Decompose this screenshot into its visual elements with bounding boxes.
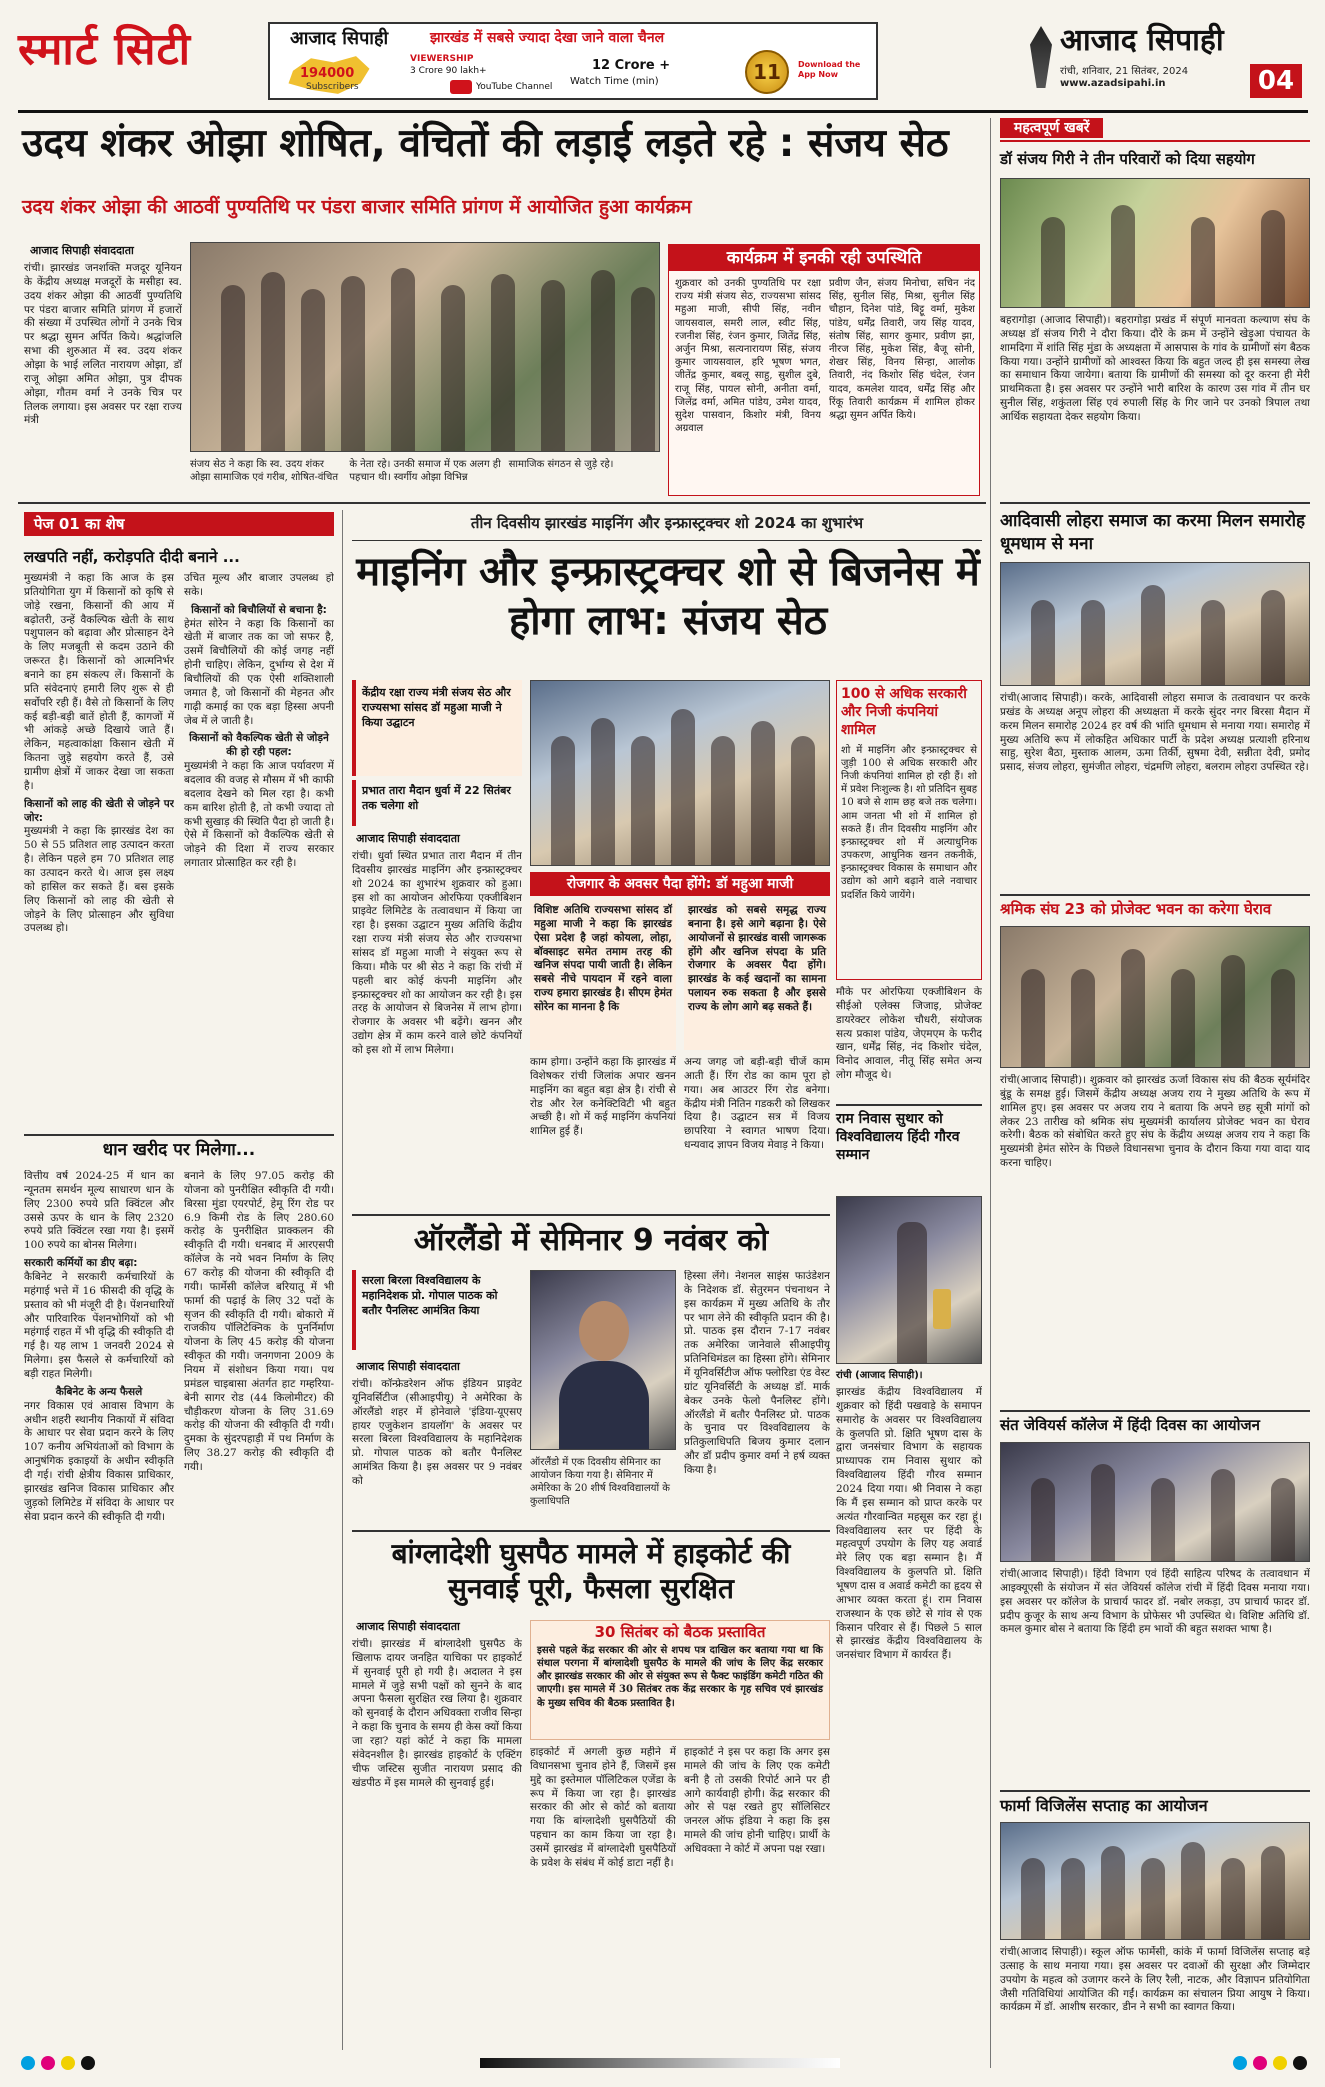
- left-story-1-headline: लखपति नहीं, करोड़पति दीदी बनाने ...: [24, 548, 240, 566]
- right-rule-4: [1000, 1790, 1310, 1792]
- important-news-tag: महत्वपूर्ण खबरें: [1000, 120, 1310, 142]
- companies-box-body: शो में माइनिंग और इन्फ्रास्ट्रक्चर से जुड़ी 100 से अधिक सरकारी और निजी कंपनियां शामिल हो रही हैं। शो में प्रवेश निःशुल्क है। शो प्रतिदिन सुबह 10 बजे से शाम छह बजे तक चलेगा। आम जनता भी शो में शामिल हो सकते हैं। तीन दिवसीय माइनिंग और इन्फ्रास्ट्रक्चर शो में अत्याधुनिक उपकरण, आधुनिक खनन तकनीकें, इन्फ्रास्ट्रक्चर विकास के समाधान और उद्योग को आगे बढ़ाने वाले नवाचार प्रदर्शित किये जायेंगे।: [841, 744, 977, 901]
- right-rule-2: [1000, 894, 1310, 896]
- advert-download: Download the App Now: [798, 60, 861, 80]
- attendance-box: [668, 244, 980, 496]
- page-number-badge: [1250, 64, 1302, 98]
- mining-body-3: काम होगा। उन्होंने कहा कि झारखंड में विशेषकर रांची जिलांक अपार खनन माइनिंग का बहुत बड़ा क्षेत्र है। रांची से रोड और रेल कनेक्टिविटी भी बहुत अच्छी है। शो में कई माइनिंग कंपनियां शामिल हुई हैं।: [530, 1056, 676, 1138]
- pen-nib-icon: [1030, 26, 1052, 88]
- right-story-2-headline: आदिवासी लोहरा समाज का करमा मिलन समारोह धूमधाम से मना: [1000, 511, 1306, 554]
- right-story-3-headline: श्रमिक संघ 23 को प्रोजेक्ट भवन का करेगा घेराव: [1000, 900, 1272, 918]
- advert-count: 194000: [300, 66, 355, 81]
- right-rule-3: [1000, 1410, 1310, 1412]
- right-story-4-photo: [1000, 1442, 1310, 1562]
- right-story-2-photo: [1000, 562, 1310, 686]
- mining-body-4: अन्य जगह जो बड़ी-बड़ी चीजें काम आती हैं। रिंग रोड का काम पूरा हो गया। अब आउटर रिंग रोड बनेगा। केंद्रीय मंत्री नितिन गडकरी को लिखकर दिया है। उद्घाटन सत्र में विजय छापरिया ने स्वागत भाषण दिया। धन्यवाद ज्ञापन विजय मेवाड़ ने किया।: [684, 1056, 830, 1152]
- left-story-1-subhead: किसानों को लाह की खेती से जोड़ने पर जोर:: [24, 797, 174, 824]
- mining-kicker: तीन दिवसीय झारखंड माइनिंग और इन्फ्रास्ट्रक्चर शो 2024 का शुभारंभ: [470, 514, 864, 532]
- mining-headline: माइनिंग और इन्फ्रास्ट्रक्चर शो से बिजनेस में होगा लाभ: संजय सेठ: [356, 549, 980, 644]
- right-story-5-headline: फार्मा विजिलेंस सप्ताह का आयोजन: [1000, 1796, 1208, 1815]
- advert-youtube: YouTube Channel: [476, 82, 553, 92]
- mining-pull-quote-2: प्रभात तारा मैदान धुर्वा में 22 सितंबर तक चलेगा शो: [352, 780, 522, 826]
- masthead-rule: [18, 110, 1308, 113]
- trophy-icon: [933, 1289, 951, 1329]
- lead-byline: आजाद सिपाही संवाददाता: [30, 244, 134, 257]
- mining-body-5: मौके पर ओरफिया एक्जीबिशन के सीईओ एलेक्स जिजाइ, प्रोजेक्ट डायरेक्टर लोकेश चौधरी, संयोजक सत्य प्रकाश पांडेय, जेएमएम के फरीद खान, धर्मेंद्र सिंह, नंद किशोर चंदेल, विनोद आवाल, नीतू सिंह समेत अन्य लोग मौजूद थे।: [836, 986, 982, 1082]
- nameplate: [1060, 22, 1310, 98]
- left-column-divider: [342, 510, 343, 2050]
- lead-photo-caption: संजय सेठ ने कहा कि स्व. उदय शंकर ओझा सामाजिक एवं गरीब, शोषित-वंचित के नेता रहे। उनकी समाज में एक अलग ही पहचान थी। स्वर्गीय ओझा विभिन्न सामाजिक संगठन से जुड़े रहे।: [190, 459, 614, 483]
- advert-watch-label: Watch Time (min): [570, 76, 659, 87]
- section-title: स्मार्ट सिटी: [18, 24, 192, 75]
- award-headline: राम निवास सुथार को विश्वविद्यालय हिंदी गौरव सम्मान: [836, 1111, 960, 1164]
- left-story-1-subhead-2: किसानों को बिचौलियों से बचाना है:: [191, 603, 327, 616]
- mining-photo: [530, 680, 830, 866]
- hc-headline: बांग्लादेशी घुसपैठ मामले में हाइकोर्ट की सुनवाई पूरी, फैसला सुरक्षित: [391, 1537, 791, 1605]
- seminar-top-rule: [352, 1214, 830, 1216]
- left-story-2-body-b: बनाने के लिए 97.05 करोड़ की योजना को पुनरीक्षित स्वीकृति दी गयी। बिरसा मुंडा एयरपोर्ट, हेमू रिंग रोड पर 6.9 किमी रोड के लिए 280.60 करोड़ के पुनरीक्षित प्राक्कलन की स्वीकृति दी गयी। धनबाद में आरएसपी कॉलेज के नये भवन निर्माण के लिए 67 करोड़ की योजना की स्वीकृति दी गयी। फार्मेसी कॉलेज बरियातू में भी फार्मा की पढ़ाई के लिए 32 पदों के सृजन की स्वीकृति दी गयी। बोकारो में राजकीय पॉलिटेक्निक के पुनर्निर्माण योजना के लिए 45 करोड़ की योजना स्वीकृत की गयी। जनगणना 2009 के नियम में संशोधन किया गया। पथ प्रमंडल चाइबासा अंतर्गत हाट गम्हरिया-बेनी सागर रोड (44 किलोमीटर) की चौड़ीकरण योजना के लिए 31.69 करोड़ की योजना की स्वीकृति दी गयी। दुमका के सुंदरपहाड़ी में पथ निर्माण के लिए 38.27 करोड़ की स्वीकृति दी गयी।: [184, 1170, 334, 1474]
- companies-box: [836, 680, 982, 980]
- advert-slogan: झारखंड में सबसे ज्यादा देखा जाने वाला चैनल: [430, 30, 665, 46]
- paper-name: आजाद सिपाही: [1060, 23, 1224, 58]
- anniversary-badge-icon: [745, 50, 789, 94]
- mining-quote-box-1: विशिष्ट अतिथि राज्यसभा सांसद डॉ महुआ माजी ने कहा कि झारखंड ऐसा प्रदेश है जहां कोयला, लोहा, बॉक्साइट समेत तमाम तरह की खनिज संपदा पायी जाती है। लेकिन सबसे नीचे पायदान में रहने वाला राज्य हमारा झारखंड है। सीएम हेमंत सोरेन का मानना है कि: [530, 900, 676, 1050]
- hc-top-rule: [352, 1530, 830, 1532]
- right-rule-1: [1000, 502, 1310, 504]
- seminar-headline: ऑरलैंडो में सेमिनार 9 नवंबर को: [413, 1223, 769, 1258]
- right-story-2-body: रांची(आजाद सिपाही)। करके, आदिवासी लोहरा समाज के तत्वावधान पर करके प्रखंड के अध्यक्ष अनूप लोहरा की अध्यक्षता में करके सुंदर नगर बिरसा मैदान में करम मिलन समारोह 2024 हर वर्ष की भांति धूमधाम से मनाया गया। समारोह में मुख्य अतिथि रूप में लोकहित अधिकार पार्टी के प्रदेश अध्यक्ष प्रत्याशी हरिनाथ साहु, सुरेश बैठा, मुस्ताक आलम, ऊमा तिर्की, सुषमा देवी, सन्नीता देवी, प्रमोद प्रसाद, संजय लोहरा, सुमंजीत लोहरा, चंद्रमणि लोहरा, बलराम लोहरा उपस्थित रहे।: [1000, 692, 1310, 774]
- lead-body: रांची। झारखंड जनशक्ति मजदूर यूनियन के केंद्रीय अध्यक्ष मजदूरों के मसीहा स्व. उदय शंकर ओझा की आठवीं पुण्यतिथि पर पंडरा बाजार समिति प्रांगण में हजारों की संख्या में उपस्थित लोगों ने उनके चित्र पर श्रद्धा सुमन अर्पित किये। श्रद्धांजलि सभा की शुरुआत में स्व. उदय शंकर ओझा के भाई ललित नारायण ओझा, डॉ राजू ओझा अमित ओझा, पुत्र दीपक ओझा, गौतम वर्मा ने उनके चित्र पर तिलक लगाया। इस अवसर पर रक्षा राज्य मंत्री: [24, 262, 182, 427]
- right-story-5-photo: [1000, 1822, 1310, 1940]
- attendance-col-2: प्रवीण जैन, संजय मिनोचा, सचिन नंद सिंह, सुनील सिंह, मिश्रा, सुनील सिंह चौहान, दिनेश पांडे, बिट्टू वर्मा, मुकेश पांडेय, धर्मेंद्र तिवारी, जय सिंह यादव, संतोष सिंह, सागर कुमार, प्रवीण झा, नीरज सिंह, मुकेश सिंह, बैजू सोनी, शेखर सिंह, विनय सिन्हा, आलोक तिवारी, नंद किशोर सिंह चंदेल, रंजन यादव, कमलेश यादव, धर्मेंद्र सिंह और रिंकू तिवारी कार्यक्रम में शामिल होकर श्रद्धा सुमन अर्पित किये।: [829, 278, 975, 421]
- hc-meeting-box-body: इससे पहले केंद्र सरकार की ओर से शपथ पत्र दाखिल कर बताया गया था कि संथाल परगना में बांग्लादेशी घुसपैठ के मामले की जांच के लिए केंद्र सरकार और झारखंड सरकार की ओर से संयुक्त रूप से फैक्ट फाइंडिंग कमेटी गठित की जाएगी। इस मामले में 30 सितंबर तक केंद्र सरकार के गृह सचिव एवं झारखंड के मुख्य सचिव की बैठक प्रस्तावित है।: [537, 1644, 824, 1709]
- channel-advert: [268, 22, 878, 100]
- right-story-1-headline: डॉ संजय गिरी ने तीन परिवारों को दिया सहयोग: [1000, 150, 1255, 168]
- left-story-1-body-b: उचित मूल्य और बाजार उपलब्ध हो सके। किसानों को बिचौलियों से बचाना है: हेमंत सोरेन ने कहा कि किसानों का खेती में बाजार तक का जो सफर है, उसमें बिचौलियों की कोई जगह नहीं होनी चाहिए। लेकिन, दुर्भाग्य से देश में बिचौलियों की एक ऐसी शक्तिशाली जमात है, जो किसानों की मेहनत और गाढ़ी कमाई का एक बड़ा हिस्सा अपनी जेब में ले जाती है। किसानों को वैकल्पिक खेती से जोड़ने की हो रही पहल: मुख्यमंत्री ने कहा कि आज पर्यावरण में बदलाव की वजह से मौसम में भी काफी बदलाव देखने को मिल रहा है। कभी कम बारिश होती है, तो कभी ज्यादा तो कभी सुखाड़ की स्थिति पैदा हो जाती है। ऐसे में किसानों को वैकल्पिक खेती से जोड़ने की दिशा में राज्य सरकार लगातार प्रोत्साहित कर रही है।: [184, 572, 334, 870]
- seminar-photo-caption: ऑरलैंडो में एक दिवसीय सेमिनार का आयोजन किया गया है। सेमिनार में अमेरिका के 20 शीर्ष विश्वविद्यालयों के कुलाधिपति: [530, 1457, 670, 1507]
- lead-headline: उदय शंकर ओझा शोषित, वंचितों की लड़ाई लड़ते रहे : संजय सेठ: [22, 121, 949, 166]
- right-story-4-body: रांची(आजाद सिपाही)। हिंदी विभाग एवं हिंदी साहित्य परिषद के तत्वावधान में आइक्यूएसी के संयोजन में संत जेवियर्स कॉलेज रांची में हिंदी दिवस मनाया गया। इस अवसर पर कॉलेज के प्राचार्य फादर डॉ. नबोर लकड़ा, उप प्राचार्य फादर डॉ. प्रदीप कुजूर के साथ अन्य विभाग के प्रोफेसर भी उपस्थित थे। विशिष्ट अतिथि डॉ. कमल कुमार बोस ने बताया कि हिंदी हम भावों की बहुत सशक्त भाषा है।: [1000, 1568, 1310, 1636]
- advert-watch: 12 Crore +: [592, 58, 671, 73]
- right-story-3-photo: [1000, 926, 1310, 1068]
- advert-viewership-label: VIEWERSHIP: [410, 54, 474, 64]
- page-number: 04: [1257, 66, 1295, 96]
- right-story-4-headline: संत जेवियर्स कॉलेज में हिंदी दिवस का आयोजन: [1000, 1416, 1260, 1434]
- lead-bottom-rule: [18, 502, 986, 504]
- continued-tag: पेज 01 का शेष: [24, 512, 334, 536]
- hc-byline: आजाद सिपाही संवाददाता: [356, 1620, 460, 1633]
- left-story-1-subhead-3: किसानों को वैकल्पिक खेती से जोड़ने की हो रही पहल:: [189, 732, 329, 759]
- seminar-body-2: हिस्सा लेंगे। नेशनल साइंस फाउंडेशन के निदेशक डॉ. सेतुरमन पंचनाथन ने इस कार्यक्रम में मुख्य अतिथि के तौर पर भाग लेने की स्वीकृति प्रदान की है। प्रो. पाठक इस दौरान 7-17 नवंबर तक अमेरिका जानेवाले सीआइपीयू प्रतिनिधिमंडल का हिस्सा होंगे। सेमिनार में यूनिवर्सिटीज ऑफ फ्लोरिडा एंड वेस्ट ग्रांट यूनिवर्सिटी के अध्यक्ष डॉ. मार्क बेकर उनके फेलो पैनलिस्ट होंगे। ऑरलैंडो में बतौर पैनलिस्ट प्रो. पाठक के चुनाव पर विश्वविद्यालय के प्रतिकुलाधिपति बिजय कुमार दलान और डॉ प्रदीप कुमार वर्मा ने हर्ष व्यक्त किया है।: [684, 1270, 830, 1477]
- left-story-1-body-a: मुख्यमंत्री ने कहा कि आज के इस प्रतियोगिता युग में किसानों को कृषि से जोड़े रखना, किसानों की आय में बढ़ोतरी, उन्हें वैकल्पिक खेती के साथ पशुपालन को बढ़ावा और प्रोत्साहन देने के लिए मजबूती से कदम उठाने की जरूरत है। किसानों को आत्मनिर्भर बनाने का हम संकल्प लें। किसानों के प्रति संवेदनाएं हमारी लिए शुरू से ही सर्वोपरि रही हैं। वैसे तो किसानों के लिए कई बड़ी-बड़ी बातें होती हैं, कागजों में भी आंकड़े अच्छे दिखाये जाते हैं। लेकिन, महत्वाकांक्षा किसान खेती में कितना जुड़े सहयोग करते हैं, उसे ग्रामीण क्षेत्रों में जाकर देखा जा सकता है। किसानों को लाह की खेती से जोड़ने पर जोर: मुख्यमंत्री ने कहा कि झारखंड देश का 50 से 55 प्रतिशत लाह उत्पादन करता है। लेकिन पहले हम 70 प्रतिशत लाह का उत्पादन करते थे। आज इस लक्ष्य को हासिल कर सकते हैं। बस इसके लिए किसानों को लाह की खेती से जोड़ने के लिए प्रोत्साहन और सुविधा उपलब्ध हो।: [24, 572, 174, 935]
- mining-photo-caption: रोजगार के अवसर पैदा होंगे: डॉ महुआ माजी: [530, 872, 830, 896]
- left-story-2-subhead: सरकारी कर्मियों का डीए बढ़ा:: [24, 1257, 138, 1270]
- right-story-3-body: रांची(आजाद सिपाही)। शुक्रवार को झारखंड ऊर्जा विकास संघ की बैठक सूर्यमंदिर बुंडू के समक्ष हुई। जिसमें केंद्रीय अध्यक्ष अजय राय ने मुख्य अतिथि के रूप में शामिल हुए। इस अवसर पर अजय राय ने बताया कि अपने छह सूत्री मांगों को लेकर 23 तारीख को श्रमिक संघ मुख्यमंत्री कार्यालय प्रोजेक्ट भवन का घेराव करेगी। बैठक को संबोधित करते हुए संघ के केंद्रीय अध्यक्ष अजय राय ने कहा कि मुख्यमंत्री हेमंत सोरेन के पिछले विधानसभा चुनाव के दौरान किया गया वादा याद करना चाहिए।: [1000, 1074, 1310, 1170]
- mining-body-1: रांची। धुर्वा स्थित प्रभात तारा मैदान में तीन दिवसीय झारखंड माइनिंग और इन्फ्रास्ट्रक्चर शो 2024 का शुभारंभ शुक्रवार को हुआ। इस शो का आयोजन ओरफिया एक्जीबिशन प्राइवेट लिमिटेड के तत्वावधान में किया जा रहा है। इसका उद्घाटन मुख्य अतिथि केंद्रीय रक्षा राज्य मंत्री संजय सेठ और राज्यसभा सांसद डॉ महुआ माजी ने संयुक्त रूप से किया। मौके पर श्री सेठ ने कहा कि रांची में पहली बार कोई कंपनी माइनिंग और इन्फ्रास्ट्रक्चर शो का आयोजन कर रही है। इस तरह के आयोजन से बिजनेस में लाभ होगा। रोजगार के अवसर भी बढ़ेंगे। खनन और उद्योग क्षेत्र में काम करने वाले छोटे कंपनियों को इस शो में लाभ मिलेगा।: [352, 850, 522, 1057]
- left-story-2-body-a: वित्तीय वर्ष 2024-25 में धान का न्यूनतम समर्थन मूल्य साधारण धान के लिए 2300 रुपये प्रति क्विंटल और उससे ऊपर के धान के लिए 2320 रुपये प्रति क्विंटल रखा गया है। इसमें 100 रुपये का बोनस मिलेगा। सरकारी कर्मियों का डीए बढ़ा: कैबिनेट ने सरकारी कर्मचारियों के महंगाई भत्ते में 16 फीसदी की वृद्धि के प्रस्ताव को भी मंजूरी दी है। पेंशनधारियों और पारिवारिक पेंशनभोगियों को भी महंगाई राहत में भी वृद्धि की स्वीकृति दी गई है। यह लाभ 1 जनवरी 2024 से मिलेगा। इस फैसले से कर्मचारियों को बड़ी राहत मिलेगी। कैबिनेट के अन्य फैसले नगर विकास एवं आवास विभाग के अधीन शहरी स्थानीय निकायों में संविदा के आधार पर सेवा प्रदान करने के लिए 107 कनीय अभियंताओं को विभाग के आनुषंगिक इकाइयों के अधीन स्वीकृति दी गई। रांची क्षेत्रीय विकास प्राधिकार, झारखंड खनिज विकास प्राधिकार और जुड़को लिमिटेड में संविदा के आधार पर सेवा प्रदान करने की स्वीकृति दी गयी।: [24, 1170, 174, 1523]
- right-story-1-photo: [1000, 178, 1310, 308]
- left-rule-1: [24, 1134, 334, 1136]
- anniversary-year: 11: [753, 60, 781, 84]
- advert-brand: आजाद सिपाही: [290, 28, 389, 49]
- website: www.azadsipahi.in: [1060, 78, 1166, 89]
- advert-subscribers: Subscribers: [306, 82, 359, 92]
- lead-subhead: उदय शंकर ओझा की आठवीं पुण्यतिथि पर पंडरा बाजार समिति प्रांगण में आयोजित हुआ कार्यक्रम: [22, 196, 692, 218]
- left-story-2-headline: धान खरीद पर मिलेगा...: [102, 1140, 256, 1160]
- advert-viewership: 3 Crore 90 lakh+: [410, 66, 487, 76]
- right-story-5-body: रांची(आजाद सिपाही)। स्कूल ऑफ फार्मेसी, कांके में फार्मा विजिलेंस सप्ताह बड़े उत्साह के साथ मनाया गया। इस अवसर पर दवाओं की सुरक्षा और जिम्मेदार उपयोग के महत्व को उजागर करने के लिए रैली, नाटक, और विज्ञापन प्रतियोगिता जैसी गतिविधियां आयोजित की गईं। कार्यक्रम का संचालन प्रिया आयुष ने किया। कार्यक्रम में डॉ. आशीष सरकार, डीन ने सभी का स्वागत किया।: [1000, 1946, 1310, 2014]
- award-byline: रांची (आजाद सिपाही)।: [836, 1370, 923, 1381]
- hc-body-1: रांची। झारखंड में बांग्लादेशी घुसपैठ के खिलाफ दायर जनहित याचिका पर हाइकोर्ट में सुनवाई पूरी हो गयी है। अदालत ने इस मामले में जुड़े सभी पक्षों को सुनने के बाद अपना फैसला सुरक्षित रख लिया है। शुक्रवार को सुनवाई के दौरान अधिवक्ता राजीव सिन्हा ने कहा कि चुनाव के समय ही केस क्यों किया जा रहा? यहां कोर्ट ने कहा कि मामला संवेदनशील है। झारखंड हाइकोर्ट के एक्टिंग चीफ जस्टिस सुजीत नारायण प्रसाद की खंडपीठ में इस मामले की सुनवाई हुई।: [352, 1638, 522, 1789]
- right-column-divider: [990, 118, 991, 2068]
- lead-photo: [190, 242, 660, 452]
- right-story-1-body: बहरागोड़ा (आजाद सिपाही)। बहरागोड़ा प्रखंड में संपूर्ण मानवता कल्याण संघ के अध्यक्ष डॉ संजय गिरी ने दौरा किया। दौरे के क्रम में उन्होंने खेड़ुआ पंचायत के शामदिगा में शांति सिंह मुंडा के अध्यक्षता में आसपास के गांव के ग्रामीणों संग बैठक किया गया। उन्होंने ग्रामीणों को आश्वस्त किया कि बहुत जल्द ही इस समस्या लेख का समाधान किया जायेगा। बताया कि ग्रामीणों की समस्या को दूर करना ही मेरी प्राथमिकता है। इस अवसर पर उन्होंने भारी बारिश के कारण उस गांव में तीन घर सुनील सिंह, शकुंतला सिंह एवं रुपाली सिंह के गिर जाने पर उनको त्रिपाल तथा आर्थिक सहायता देकर सहयोग किया।: [1000, 314, 1310, 424]
- hc-body-3: हाइकोर्ट ने इस पर कहा कि अगर इस मामले की जांच के लिए एक कमेटी बनी है तो उसकी रिपोर्ट आने पर ही आगे कार्यवाही होगी। केंद्र सरकार की ओर से पक्ष रखते हुए सॉलिसिटर जनरल ऑफ इंडिया ने कहा कि इस मामले की जांच होनी चाहिए। प्रार्थी के अधिवक्ता ने कोर्ट में अपना पक्ष रखा।: [684, 1746, 830, 1856]
- youtube-icon: [450, 80, 472, 94]
- award-body: झारखंड केंद्रीय विश्वविद्यालय में शुक्रवार को हिंदी पखवाड़े के समापन समारोह के अवसर पर विश्वविद्यालय के कुलपति प्रो. क्षिति भूषण दास के द्वारा जनसंचार विभाग के सहायक प्राध्यापक राम निवास सुथार को विश्वविद्यालय हिंदी गौरव सम्मान 2024 दिया गया। श्री निवास ने कहा कि मैं इस सम्मान को प्राप्त करके पर अत्यंत गौरवान्वित महसूस कर रहा हूं। विश्वविद्यालय स्तर पर हिंदी के महत्वपूर्ण उपयोग के लिए यह अवार्ड मेरे लिए एक बड़ा सम्मान है। मैं विश्वविद्यालय के कुलपति प्रो. क्षिति भूषण दास व अवार्ड कमेटी का हृदय से आभार व्यक्त करता हूं। राम निवास राजस्थान के एक छोटे से गांव से एक किसान परिवार से हैं। पिछले 5 साल से झारखंड केंद्रीय विश्वविद्यालय के जनसंचार विभाग में कार्यरत हैं।: [836, 1386, 982, 1662]
- hc-meeting-box-title: 30 सितंबर को बैठक प्रस्तावित: [594, 1623, 766, 1641]
- companies-box-title: 100 से अधिक सरकारी और निजी कंपनियां शामिल: [841, 686, 967, 739]
- dateline: रांची, शनिवार, 21 सितंबर, 2024: [1060, 65, 1189, 77]
- award-top-rule: [836, 1104, 982, 1106]
- print-registration-marks-right: [1230, 2056, 1310, 2074]
- print-registration-marks: [18, 2056, 98, 2074]
- mining-kicker-rule: [352, 540, 982, 541]
- hc-meeting-box: [530, 1620, 830, 1740]
- seminar-body-1: रांची। कॉन्फ्रेडरेशन ऑफ इंडियन प्राइवेट यूनिवर्सिटीज (सीआइपीयू) ने अमेरिका के ऑरलैंडो शहर में होनेवाले 'इंडिया-यूएसए हायर एजुकेशन डायलॉग' के अवसर पर सरला बिरला विश्वविद्यालय के महानिदेशक प्रो. गोपाल पाठक को बतौर पैनलिस्ट आमंत्रित किया है। इस अवसर पर 9 नवंबर को: [352, 1378, 522, 1488]
- mining-quote-box-2: झारखंड को सबसे समृद्ध राज्य बनाना है। इसे आगे बढ़ाना है। ऐसे आयोजनों से झारखंड वासी जागरूक होंगे और खनिज संपदा के प्रति रोजगार के अवसर पैदा होंगे। झारखंड के कई खदानों का सामना पलायन रुक सकता है और इससे राज्य के लोग आगे बढ़ सकते हैं।: [684, 900, 830, 1050]
- seminar-byline: आजाद सिपाही संवाददाता: [356, 1360, 460, 1373]
- left-story-2-subhead-2: कैबिनेट के अन्य फैसले: [55, 1385, 143, 1398]
- attendance-col-1: शुक्रवार को उनकी पुण्यतिथि पर रक्षा राज्य मंत्री संजय सेठ, राज्यसभा सांसद महुआ माजी, सीपी सिंह, नवीन जायसवाल, समरी लाल, स्वीट सिंह, रजनीश सिंह, रंजन कुमार, जितेंद्र सिंह, अर्जुन मिश्रा, सत्यनारायण सिंह, संजय कुमार जायसवाल, हरि भूषण भगत, जीतेंद्र कुमार, बबलू साहु, सुशील दुबे, राजू सिंह, पायल सोनी, अनीता वर्मा, जिलेंद्र वर्मा, अमित पांडेय, उमेश यादव, सुदेश पासवान, किशोर मंत्री, विनय अग्रवाल: [675, 278, 821, 435]
- mining-byline: आजाद सिपाही संवाददाता: [356, 832, 460, 845]
- award-photo: [836, 1196, 982, 1364]
- hc-body-2: हाइकोर्ट में अगली कुछ महीने में विधानसभा चुनाव होने हैं, जिसमें इस मुद्दे का इस्तेमाल पॉलिटिकल एजेंडा के रूप में किया जा रहा है। झारखंड सरकार की ओर से कोर्ट को बताया गया कि बांग्लादेशी घुसपैठियों की पहचान का काम किया जा रहा है। उसमें झारखंड में बांग्लादेशी घुसपैठियों के प्रवेश के संबंध में कोई डाटा नहीं है।: [530, 1746, 676, 1869]
- print-grayscale-bar: [480, 2058, 840, 2068]
- attendance-box-title: कार्यक्रम में इनकी रही उपस्थिति: [669, 245, 979, 271]
- mining-pull-quote: केंद्रीय रक्षा राज्य मंत्री संजय सेठ और राज्यसभा सांसद डॉ महुआ माजी ने किया उद्घाटन: [352, 680, 522, 776]
- seminar-pull-quote: सरला बिरला विश्वविद्यालय के महानिदेशक प्रो. गोपाल पाठक को बतौर पैनलिस्ट आमंत्रित किया: [352, 1270, 522, 1350]
- seminar-portrait: [530, 1270, 676, 1450]
